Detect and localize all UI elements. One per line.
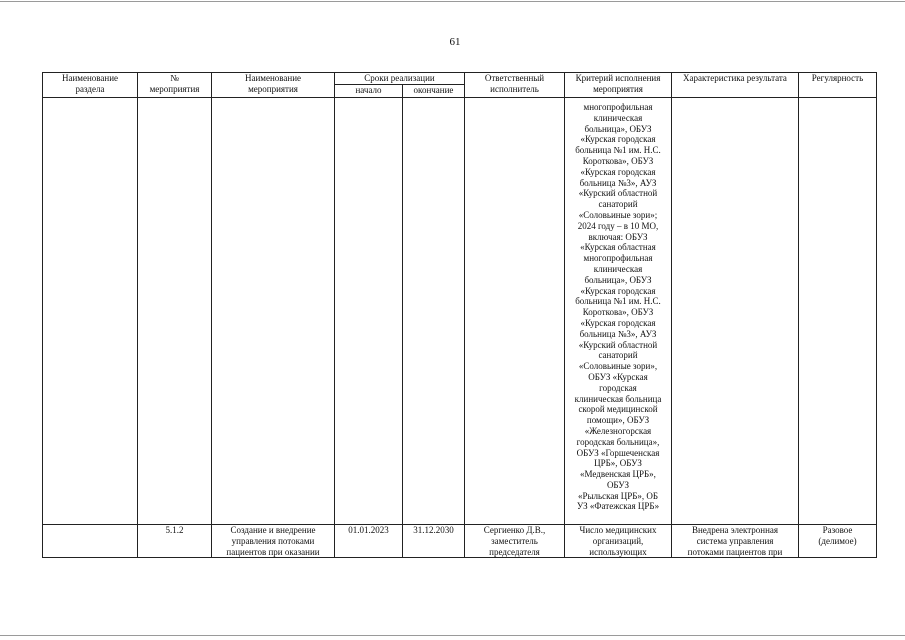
cell-name: Создание и внедрение управления потоками пациентов при оказании: [212, 525, 335, 558]
cell-regularity: Разовое (делимое): [799, 525, 877, 558]
criterion-text: многопрофильная клиническая больница», ОБУЗ «Курская городская больница №1 им. Н.С. Короткова», ОБУЗ «Курская городская больница №3», АУЗ «Курский областной санаторий «Соловьиные зори»; 2024 году – в 10 МО, включая: ОБУЗ «Курская областная многопрофильная клиническая больница», ОБУЗ «Курская городская больница №1 им. Н.С. Короткова», ОБУЗ «Курская городская больница №3», АУЗ «Курский областной санаторий «Соловьиные зори», ОБУЗ «Курская городская клиническая больница скорой медицинской помощи», ОБУЗ «Железногорская городская больница», ОБУЗ «Горшеченская ЦРБ», ОБУЗ «Медвенская ЦРБ», ОБУЗ «Рыльская ЦРБ», ОБ УЗ «Фатежская ЦРБ»: [574, 102, 662, 512]
table-header-row: [43, 73, 877, 85]
header-section-name: Наименование раздела: [43, 73, 138, 98]
header-regularity: Регулярность: [799, 73, 877, 98]
header-implementation-period: Сроки реализации: [335, 73, 465, 85]
table-row-continued: [43, 98, 877, 525]
cell-section: [43, 525, 138, 558]
cell-result: [672, 98, 799, 525]
cell-end: [403, 98, 465, 525]
header-responsible: Ответственный исполнитель: [465, 73, 565, 98]
cell-end: 31.12.2030: [403, 525, 465, 558]
cell-result: Внедрена электронная система управления потоками пациентов при: [672, 525, 799, 558]
plan-table: [42, 72, 877, 558]
table-row-5-1-2: [43, 525, 877, 558]
header-result: Характеристика результата: [672, 73, 799, 98]
cell-name: [212, 98, 335, 525]
header-start: начало: [335, 85, 403, 98]
cell-number: 5.1.2: [138, 525, 212, 558]
header-event-name: Наименование мероприятия: [212, 73, 335, 98]
page-bottom-border: [0, 635, 905, 636]
page-number: 61: [449, 36, 461, 48]
page-top-border: [0, 1, 905, 2]
cell-responsible: [465, 98, 565, 525]
cell-criterion: [565, 98, 672, 525]
header-event-number: № мероприятия: [138, 73, 212, 98]
header-criterion: Критерий исполнения мероприятия: [565, 73, 672, 98]
cell-start: 01.01.2023: [335, 525, 403, 558]
cell-start: [335, 98, 403, 525]
cell-responsible: Сергиенко Д.В., заместитель председателя: [465, 525, 565, 558]
header-end: окончание: [403, 85, 465, 98]
cell-regularity: [799, 98, 877, 525]
cell-section: [43, 98, 138, 525]
cell-criterion: Число медицинских организаций, использующих: [565, 525, 672, 558]
cell-number: [138, 98, 212, 525]
